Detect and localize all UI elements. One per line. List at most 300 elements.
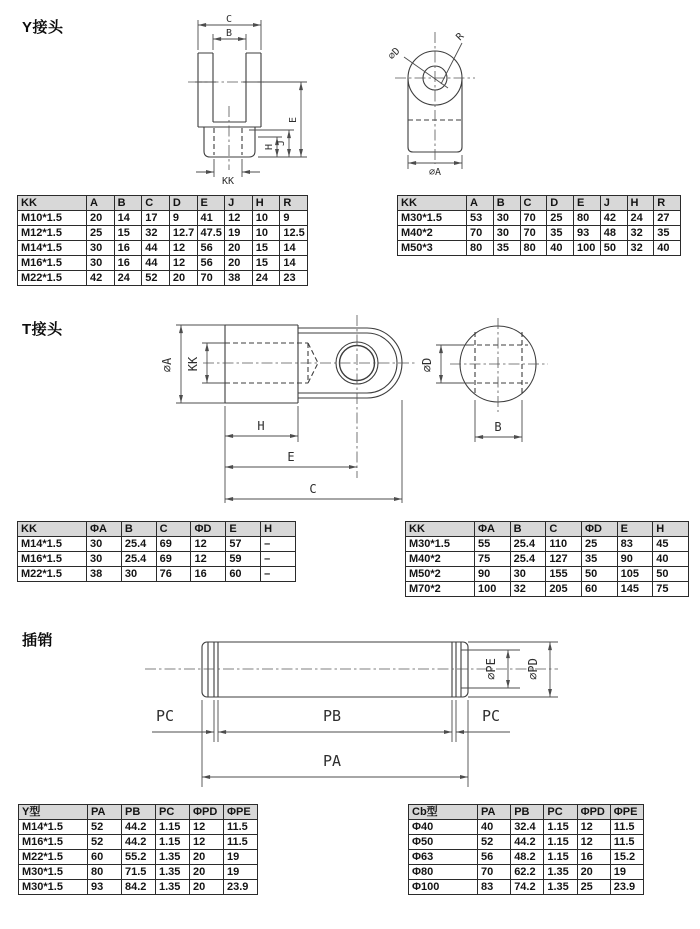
cell: 60 [88, 850, 122, 865]
row-header: M14*1.5 [18, 241, 87, 256]
cell: 27 [654, 211, 681, 226]
cell: 20 [190, 880, 224, 895]
table-row [409, 880, 644, 895]
cell: 25.4 [510, 537, 546, 552]
header-row [398, 196, 681, 211]
cell: 74.2 [511, 880, 544, 895]
dim-label-b: B [225, 28, 233, 39]
dim-label-kk: KK [221, 176, 235, 187]
cell: 12 [169, 256, 197, 271]
header-row [406, 522, 689, 537]
column-header: E [226, 522, 261, 537]
cell: 70 [478, 865, 511, 880]
column-header: KK [398, 196, 467, 211]
pin-groove-lines [208, 642, 461, 697]
cell: 50 [653, 567, 689, 582]
row-header: Φ63 [409, 850, 478, 865]
cell: 9 [169, 211, 197, 226]
cell: 30 [87, 241, 115, 256]
cell: 14 [280, 256, 308, 271]
column-header: KK [406, 522, 475, 537]
table-row [18, 256, 308, 271]
cell: – [261, 537, 296, 552]
table-row [398, 241, 681, 256]
column-header: Cb型 [409, 805, 478, 820]
column-header: R [280, 196, 308, 211]
row-header: M70*2 [406, 582, 475, 597]
table-row [18, 552, 296, 567]
y-joint-dimensions-table-left [17, 195, 308, 286]
table-row [409, 835, 644, 850]
column-header: ΦA [475, 522, 511, 537]
cell: 56 [197, 256, 225, 271]
dim-label-pc-left: PC [155, 707, 175, 725]
column-header: H [627, 196, 654, 211]
cell: 44.2 [122, 835, 156, 850]
table-row [18, 241, 308, 256]
pin-cb-type-dimensions-table [408, 804, 644, 895]
column-header: C [546, 522, 582, 537]
cell: 1.35 [544, 880, 577, 895]
cell: 80 [520, 241, 547, 256]
cell: 14 [114, 211, 142, 226]
cell: 19 [610, 865, 643, 880]
t-joint-dimensions-table-right [405, 521, 689, 597]
cell: 50 [581, 567, 617, 582]
cell: 41 [197, 211, 225, 226]
cell: 32.4 [511, 820, 544, 835]
cell: 69 [156, 552, 191, 567]
cell: 12.5 [280, 226, 308, 241]
cell: 12 [225, 211, 253, 226]
column-header: J [600, 196, 627, 211]
cell: 42 [600, 211, 627, 226]
cell: 80 [574, 211, 601, 226]
cell: 57 [226, 537, 261, 552]
row-header: M40*2 [398, 226, 467, 241]
cell: 84.2 [122, 880, 156, 895]
cell: 100 [574, 241, 601, 256]
table-row [406, 552, 689, 567]
cell: 52 [88, 835, 122, 850]
row-header: M10*1.5 [18, 211, 87, 226]
dim-label-j: J [276, 139, 287, 147]
row-header: M50*2 [406, 567, 475, 582]
column-header: B [121, 522, 156, 537]
cell: 1.35 [156, 865, 190, 880]
cell: 38 [225, 271, 253, 286]
table-row [409, 850, 644, 865]
column-header: PC [156, 805, 190, 820]
y-fork-thread-hidden-lines [214, 128, 242, 155]
row-header: Φ40 [409, 820, 478, 835]
cell: 52 [88, 820, 122, 835]
cell: 40 [547, 241, 574, 256]
cell: 10 [252, 211, 280, 226]
table-row [19, 820, 258, 835]
cell: 12 [190, 820, 224, 835]
column-header: H [252, 196, 280, 211]
cell: 12.7 [169, 226, 197, 241]
table-row [409, 820, 644, 835]
cell: 83 [478, 880, 511, 895]
cell: 20 [225, 256, 253, 271]
row-header: Φ50 [409, 835, 478, 850]
column-header: J [225, 196, 253, 211]
cell: 20 [87, 211, 115, 226]
cell: 69 [156, 537, 191, 552]
row-header: M16*1.5 [19, 835, 88, 850]
cell: 16 [114, 241, 142, 256]
row-header: M30*1.5 [19, 880, 88, 895]
cell: 11.5 [224, 820, 258, 835]
dim-label-e: E [287, 450, 295, 464]
cell: 25.4 [121, 552, 156, 567]
dim-label-phi-d: ∅D [420, 357, 434, 373]
dim-label-phi-pd: ∅PD [526, 658, 540, 680]
cell: 20 [190, 865, 224, 880]
row-header: M22*1.5 [18, 567, 87, 582]
row-header: M12*1.5 [18, 226, 87, 241]
cell: 75 [653, 582, 689, 597]
section-title-y-joint: Y接头 [22, 19, 64, 36]
cell: 30 [87, 537, 122, 552]
column-header: Y型 [19, 805, 88, 820]
dim-label-kk: KK [186, 356, 200, 372]
dim-label-phi-a: ∅A [160, 357, 174, 373]
cell: 56 [478, 850, 511, 865]
header-row [409, 805, 644, 820]
cell: 25.4 [121, 537, 156, 552]
cell: 11.5 [224, 835, 258, 850]
cell: 12 [577, 820, 610, 835]
cell: 93 [88, 880, 122, 895]
cell: 25 [577, 880, 610, 895]
cell: 70 [467, 226, 494, 241]
cell: 24 [252, 271, 280, 286]
cell: 19 [225, 226, 253, 241]
cell: 55 [475, 537, 511, 552]
cell: 24 [114, 271, 142, 286]
cell: 24 [627, 211, 654, 226]
t-joint-front-view [160, 315, 415, 503]
cell: 155 [546, 567, 582, 582]
row-header: Φ80 [409, 865, 478, 880]
column-header: E [197, 196, 225, 211]
cell: 52 [478, 835, 511, 850]
dim-label-b: B [494, 420, 502, 434]
pin-drawing [145, 642, 558, 787]
column-header: KK [18, 196, 87, 211]
y-side-centerlines [395, 32, 475, 164]
table-row [18, 226, 308, 241]
y-joint-front-view [188, 14, 307, 187]
section-title-t-joint: T接头 [22, 321, 63, 338]
cell: 80 [467, 241, 494, 256]
cell: – [261, 567, 296, 582]
cell: 19 [224, 865, 258, 880]
cell: 15 [252, 256, 280, 271]
cell: 48.2 [511, 850, 544, 865]
cell: 12 [169, 241, 197, 256]
cell: 40 [653, 552, 689, 567]
cell: 30 [87, 552, 122, 567]
table-row [19, 865, 258, 880]
column-header: PB [122, 805, 156, 820]
column-header: C [156, 522, 191, 537]
row-header: M14*1.5 [19, 820, 88, 835]
cell: – [261, 552, 296, 567]
column-header: H [261, 522, 296, 537]
column-header: KK [18, 522, 87, 537]
column-header: C [142, 196, 170, 211]
dim-label-h: H [257, 419, 265, 433]
cell: 42 [87, 271, 115, 286]
cell: 100 [475, 582, 511, 597]
cell: 205 [546, 582, 582, 597]
cell: 1.35 [156, 850, 190, 865]
dim-label-h: H [264, 143, 275, 151]
cell: 145 [617, 582, 653, 597]
dim-label-phi-a: ∅A [428, 167, 442, 178]
cell: 105 [617, 567, 653, 582]
cell: 70 [520, 211, 547, 226]
cell: 12 [577, 835, 610, 850]
table-row [19, 835, 258, 850]
row-header: M30*1.5 [406, 537, 475, 552]
y-fork-dimension-lines [196, 25, 301, 172]
dim-label-pb: PB [322, 707, 342, 725]
dim-label-pa: PA [322, 752, 342, 770]
cell: 55.2 [122, 850, 156, 865]
row-header: Φ100 [409, 880, 478, 895]
cell: 44.2 [122, 820, 156, 835]
cell: 59 [226, 552, 261, 567]
dim-label-c: C [225, 14, 233, 25]
table-row [19, 850, 258, 865]
table-row [406, 537, 689, 552]
dim-label-phi-pe: ∅PE [484, 658, 498, 680]
cell: 23 [280, 271, 308, 286]
t-joint-dimensions-table-left [17, 521, 296, 582]
row-header: M16*1.5 [18, 552, 87, 567]
dim-label-e: E [288, 116, 299, 124]
cell: 44.2 [511, 835, 544, 850]
cell: 30 [493, 226, 520, 241]
row-header: M22*1.5 [19, 850, 88, 865]
column-header: E [574, 196, 601, 211]
cell: 1.15 [156, 835, 190, 850]
cell: 44 [142, 241, 170, 256]
cell: 1.35 [156, 880, 190, 895]
section-title-pin: 插销 [22, 632, 54, 649]
column-header: R [654, 196, 681, 211]
column-header: PA [88, 805, 122, 820]
t-side-centerlines [450, 318, 548, 412]
y-joint-side-view [386, 30, 475, 178]
column-header: PA [478, 805, 511, 820]
cell: 32 [510, 582, 546, 597]
cell: 11.5 [610, 820, 643, 835]
column-header: ΦPE [610, 805, 643, 820]
table-row [18, 567, 296, 582]
cell: 15.2 [610, 850, 643, 865]
cell: 83 [617, 537, 653, 552]
cell: 50 [600, 241, 627, 256]
cell: 15 [114, 226, 142, 241]
dim-label-phi-d: ∅D [386, 45, 403, 63]
cell: 60 [226, 567, 261, 582]
cell: 32 [142, 226, 170, 241]
t-extension-lines [176, 325, 402, 503]
cell: 35 [493, 241, 520, 256]
table-row [18, 537, 296, 552]
cell: 90 [475, 567, 511, 582]
column-header: ΦPE [224, 805, 258, 820]
table-row [398, 226, 681, 241]
cell: 20 [169, 271, 197, 286]
cell: 32 [627, 226, 654, 241]
cell: 25.4 [510, 552, 546, 567]
column-header: ΦD [581, 522, 617, 537]
column-header: E [617, 522, 653, 537]
cell: 20 [190, 850, 224, 865]
column-header: PB [511, 805, 544, 820]
t-body-outline [225, 325, 298, 403]
cell: 16 [114, 256, 142, 271]
t-centerlines [203, 315, 415, 478]
column-header: A [467, 196, 494, 211]
column-header: B [493, 196, 520, 211]
cell: 20 [225, 241, 253, 256]
y-joint-dimensions-table-right [397, 195, 681, 256]
cell: 47.5 [197, 226, 225, 241]
cell: 1.15 [544, 820, 577, 835]
cell: 23.9 [224, 880, 258, 895]
table-row [19, 880, 258, 895]
column-header: D [169, 196, 197, 211]
cell: 25 [87, 226, 115, 241]
column-header: C [520, 196, 547, 211]
cell: 76 [156, 567, 191, 582]
dim-label-r: R [454, 31, 467, 44]
cell: 70 [197, 271, 225, 286]
column-header: ΦPD [577, 805, 610, 820]
pin-body-outline [202, 642, 468, 697]
cell: 12 [191, 552, 226, 567]
cell: 110 [546, 537, 582, 552]
cell: 53 [467, 211, 494, 226]
column-header: A [87, 196, 115, 211]
cell: 16 [191, 567, 226, 582]
cell: 70 [520, 226, 547, 241]
column-header: B [510, 522, 546, 537]
cell: 1.15 [544, 835, 577, 850]
column-header: ΦA [87, 522, 122, 537]
cell: 12 [190, 835, 224, 850]
cell: 45 [653, 537, 689, 552]
row-header: M50*3 [398, 241, 467, 256]
cell: 1.15 [544, 850, 577, 865]
cell: 30 [87, 256, 115, 271]
cell: 30 [121, 567, 156, 582]
cell: 38 [87, 567, 122, 582]
header-row [19, 805, 258, 820]
cell: 20 [577, 865, 610, 880]
y-fork-outline [198, 53, 261, 157]
cell: 17 [142, 211, 170, 226]
cell: 1.35 [544, 865, 577, 880]
cell: 44 [142, 256, 170, 271]
cell: 32 [627, 241, 654, 256]
cell: 30 [510, 567, 546, 582]
row-header: M14*1.5 [18, 537, 87, 552]
cell: 127 [546, 552, 582, 567]
t-joint-side-view [420, 318, 548, 442]
cell: 9 [280, 211, 308, 226]
cell: 10 [252, 226, 280, 241]
cell: 71.5 [122, 865, 156, 880]
cell: 60 [581, 582, 617, 597]
cell: 75 [475, 552, 511, 567]
pin-y-type-dimensions-table [18, 804, 258, 895]
column-header: PC [544, 805, 577, 820]
t-side-extension-lines [436, 345, 522, 442]
table-row [406, 567, 689, 582]
pin-extension-lines [202, 642, 558, 787]
table-row [18, 211, 308, 226]
cell: 80 [88, 865, 122, 880]
cell: 25 [581, 537, 617, 552]
cell: 16 [577, 850, 610, 865]
cell: 90 [617, 552, 653, 567]
cell: 93 [574, 226, 601, 241]
cell: 14 [280, 241, 308, 256]
row-header: M16*1.5 [18, 256, 87, 271]
row-header: M30*1.5 [398, 211, 467, 226]
table-row [398, 211, 681, 226]
dim-label-pc-right: PC [481, 707, 501, 725]
cell: 52 [142, 271, 170, 286]
cell: 23.9 [610, 880, 643, 895]
dim-label-c: C [309, 482, 317, 496]
cell: 25 [547, 211, 574, 226]
cell: 40 [478, 820, 511, 835]
table-row [18, 271, 308, 286]
cell: 48 [600, 226, 627, 241]
cell: 19 [224, 850, 258, 865]
table-row [409, 865, 644, 880]
row-header: M40*2 [406, 552, 475, 567]
row-header: M22*1.5 [18, 271, 87, 286]
cell: 56 [197, 241, 225, 256]
header-row [18, 196, 308, 211]
column-header: B [114, 196, 142, 211]
cell: 35 [547, 226, 574, 241]
header-row [18, 522, 296, 537]
table-row [406, 582, 689, 597]
t-dimension-lines [181, 325, 402, 499]
cell: 15 [252, 241, 280, 256]
cell: 35 [654, 226, 681, 241]
cell: 30 [493, 211, 520, 226]
column-header: H [653, 522, 689, 537]
column-header: ΦPD [190, 805, 224, 820]
column-header: ΦD [191, 522, 226, 537]
column-header: D [547, 196, 574, 211]
row-header: M30*1.5 [19, 865, 88, 880]
cell: 1.15 [156, 820, 190, 835]
